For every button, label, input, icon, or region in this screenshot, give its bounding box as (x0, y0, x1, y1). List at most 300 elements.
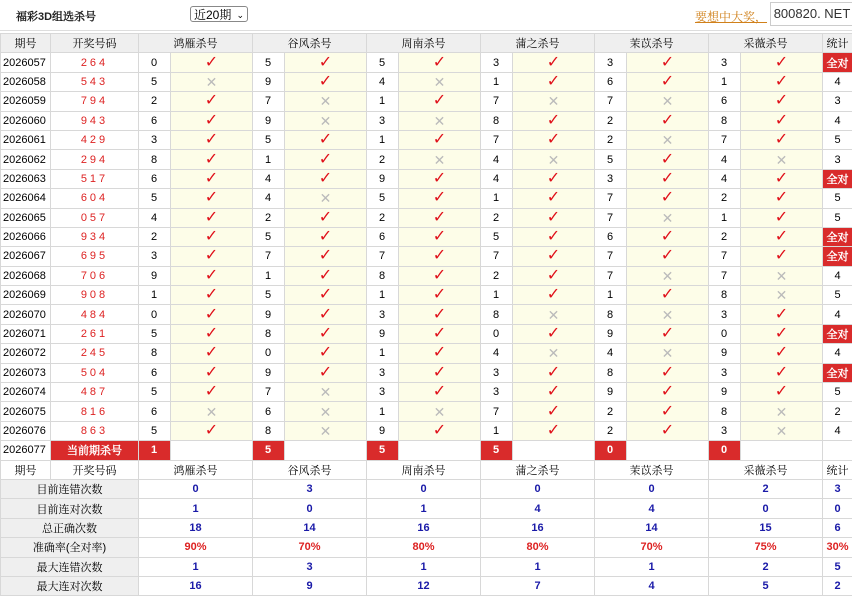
issue-cell: 2026061 (1, 130, 51, 149)
cross-icon: ✕ (627, 266, 709, 285)
current-blank-cell (627, 441, 709, 460)
open-number-cell: 695 (51, 247, 139, 266)
check-icon: ✓ (513, 383, 595, 402)
kill-number-cell: 6 (139, 169, 171, 188)
check-icon: ✓ (171, 324, 253, 343)
summary-value: 5 (709, 576, 823, 595)
kill-number-cell: 5 (139, 189, 171, 208)
check-icon: ✓ (741, 344, 823, 363)
check-icon: ✓ (171, 247, 253, 266)
open-number-cell: 261 (51, 324, 139, 343)
cross-icon: ✕ (285, 189, 367, 208)
kill-number-cell: 3 (367, 363, 399, 382)
check-icon: ✓ (285, 305, 367, 324)
cross-icon: ✕ (513, 92, 595, 111)
summary-row (1, 479, 852, 498)
check-icon: ✓ (285, 227, 367, 246)
kill-number-cell: 7 (367, 247, 399, 266)
kill-number-cell: 1 (253, 266, 285, 285)
check-icon: ✓ (171, 169, 253, 188)
kill-number-cell: 7 (595, 189, 627, 208)
open-number-cell: 934 (51, 227, 139, 246)
kill-number-cell: 1 (709, 72, 741, 91)
check-icon: ✓ (171, 189, 253, 208)
check-icon: ✓ (741, 305, 823, 324)
chevron-down-icon: ⌄ (236, 7, 244, 23)
issue-cell: 2026062 (1, 150, 51, 169)
col-stat: 统计 (823, 34, 852, 53)
ad-link[interactable]: 要想中大奖， (695, 8, 767, 25)
issue-cell: 2026068 (1, 266, 51, 285)
kill-number-cell: 3 (481, 363, 513, 382)
check-icon: ✓ (627, 363, 709, 382)
open-number-cell: 706 (51, 266, 139, 285)
summary-row (1, 557, 852, 576)
col-open: 开奖号码 (51, 34, 139, 53)
stat-cell: 4 (823, 344, 852, 363)
top-bar (0, 0, 852, 31)
cross-icon: ✕ (741, 402, 823, 421)
col-method: 周南杀号 (367, 460, 481, 479)
current-kill-cell: 0 (595, 441, 627, 460)
issue-cell: 2026066 (1, 227, 51, 246)
issue-cell: 2026067 (1, 247, 51, 266)
check-icon: ✓ (171, 363, 253, 382)
check-icon: ✓ (513, 169, 595, 188)
check-icon: ✓ (285, 324, 367, 343)
kill-number-cell: 3 (139, 130, 171, 149)
cross-icon: ✕ (741, 286, 823, 305)
stat-cell: 4 (823, 266, 852, 285)
summary-value: 4 (595, 499, 709, 518)
stat-cell: 4 (823, 72, 852, 91)
kill-number-cell: 7 (595, 92, 627, 111)
summary-value: 0 (367, 479, 481, 498)
kill-number-cell: 9 (253, 363, 285, 382)
kill-number-cell: 1 (481, 72, 513, 91)
issue-cell: 2026073 (1, 363, 51, 382)
check-icon: ✓ (285, 72, 367, 91)
open-number-cell: 517 (51, 169, 139, 188)
current-blank-cell (741, 441, 823, 460)
check-icon: ✓ (513, 208, 595, 227)
summary-label: 准确率(全对率) (1, 538, 139, 557)
table-row (1, 402, 852, 421)
open-number-cell: 604 (51, 189, 139, 208)
current-kill-cell: 5 (481, 441, 513, 460)
open-number-cell: 543 (51, 72, 139, 91)
cross-icon: ✕ (741, 266, 823, 285)
kill-number-cell: 0 (253, 344, 285, 363)
kill-number-cell: 7 (595, 247, 627, 266)
stat-cell: 全对 (823, 53, 852, 72)
kill-number-cell: 5 (253, 286, 285, 305)
kill-number-cell: 1 (367, 402, 399, 421)
summary-value: 9 (253, 576, 367, 595)
check-icon: ✓ (285, 169, 367, 188)
check-icon: ✓ (513, 53, 595, 72)
kill-number-cell: 4 (709, 150, 741, 169)
kill-number-cell: 7 (481, 402, 513, 421)
kill-number-cell: 8 (595, 305, 627, 324)
kill-number-cell: 2 (367, 150, 399, 169)
issue-cell: 2026074 (1, 383, 51, 402)
table-row (1, 92, 852, 111)
kill-number-cell: 8 (481, 305, 513, 324)
kill-number-cell: 2 (595, 402, 627, 421)
kill-number-cell: 3 (367, 305, 399, 324)
table-row (1, 383, 852, 402)
kill-number-cell: 4 (139, 208, 171, 227)
summary-value: 2 (709, 479, 823, 498)
kill-number-cell: 4 (253, 169, 285, 188)
period-select[interactable] (190, 6, 248, 22)
check-icon: ✓ (171, 92, 253, 111)
summary-value: 12 (367, 576, 481, 595)
open-number-cell: 484 (51, 305, 139, 324)
current-kill-cell: 5 (253, 441, 285, 460)
open-number-cell: 245 (51, 344, 139, 363)
kill-number-cell: 5 (253, 130, 285, 149)
kill-number-cell: 5 (367, 189, 399, 208)
kill-number-cell: 1 (481, 189, 513, 208)
check-icon: ✓ (513, 402, 595, 421)
col-method: 谷风杀号 (253, 34, 367, 53)
check-icon: ✓ (741, 92, 823, 111)
kill-number-cell: 3 (709, 305, 741, 324)
kill-number-cell: 7 (595, 266, 627, 285)
summary-value: 1 (367, 499, 481, 518)
check-icon: ✓ (285, 208, 367, 227)
stat-cell: 5 (823, 208, 852, 227)
col-method: 周南杀号 (367, 34, 481, 53)
check-icon: ✓ (627, 402, 709, 421)
summary-value: 16 (481, 518, 595, 537)
check-icon: ✓ (171, 208, 253, 227)
kill-number-cell: 1 (367, 344, 399, 363)
current-label-cell: 当前期杀号 (51, 441, 139, 460)
check-icon: ✓ (399, 363, 481, 382)
summary-label: 最大连错次数 (1, 557, 139, 576)
kill-number-cell: 6 (139, 111, 171, 130)
check-icon: ✓ (285, 266, 367, 285)
check-icon: ✓ (171, 111, 253, 130)
check-icon: ✓ (741, 247, 823, 266)
kill-number-cell: 9 (367, 169, 399, 188)
summary-value: 14 (595, 518, 709, 537)
kill-number-cell: 5 (253, 53, 285, 72)
kill-number-cell: 5 (595, 150, 627, 169)
issue-cell: 2026075 (1, 402, 51, 421)
stat-cell: 4 (823, 111, 852, 130)
check-icon: ✓ (627, 150, 709, 169)
stat-cell: 全对 (823, 324, 852, 343)
open-number-cell: 487 (51, 383, 139, 402)
check-icon: ✓ (627, 324, 709, 343)
cross-icon: ✕ (741, 421, 823, 440)
current-kill-cell: 1 (139, 441, 171, 460)
summary-value: 90% (139, 538, 253, 557)
summary-stat: 5 (823, 557, 852, 576)
cross-icon: ✕ (285, 402, 367, 421)
stat-cell: 全对 (823, 227, 852, 246)
check-icon: ✓ (399, 92, 481, 111)
cross-icon: ✕ (627, 130, 709, 149)
check-icon: ✓ (627, 169, 709, 188)
kill-number-cell: 9 (139, 266, 171, 285)
kill-number-cell: 5 (139, 72, 171, 91)
table-row (1, 227, 852, 246)
summary-value: 1 (595, 557, 709, 576)
cross-icon: ✕ (741, 150, 823, 169)
cross-icon: ✕ (285, 383, 367, 402)
kill-number-cell: 7 (709, 266, 741, 285)
kill-number-cell: 8 (139, 344, 171, 363)
kill-number-cell: 0 (481, 324, 513, 343)
kill-number-cell: 2 (595, 421, 627, 440)
summary-label: 最大连对次数 (1, 576, 139, 595)
summary-label: 目前连对次数 (1, 499, 139, 518)
kill-number-cell: 8 (595, 363, 627, 382)
check-icon: ✓ (399, 266, 481, 285)
cross-icon: ✕ (285, 92, 367, 111)
check-icon: ✓ (741, 72, 823, 91)
summary-value: 0 (139, 479, 253, 498)
kill-number-cell: 3 (709, 421, 741, 440)
kill-number-cell: 3 (139, 247, 171, 266)
kill-number-cell: 7 (481, 92, 513, 111)
check-icon: ✓ (285, 344, 367, 363)
cross-icon: ✕ (171, 402, 253, 421)
kill-number-cell: 1 (709, 208, 741, 227)
check-icon: ✓ (399, 305, 481, 324)
check-icon: ✓ (627, 189, 709, 208)
check-icon: ✓ (285, 363, 367, 382)
check-icon: ✓ (513, 286, 595, 305)
kill-number-cell: 4 (481, 169, 513, 188)
kill-number-cell: 2 (481, 266, 513, 285)
kill-number-cell: 1 (367, 286, 399, 305)
check-icon: ✓ (741, 227, 823, 246)
kill-number-cell: 3 (481, 53, 513, 72)
check-icon: ✓ (171, 383, 253, 402)
check-icon: ✓ (285, 286, 367, 305)
current-kill-cell: 5 (367, 441, 399, 460)
kill-number-cell: 3 (595, 53, 627, 72)
kill-number-cell: 8 (253, 421, 285, 440)
check-icon: ✓ (171, 53, 253, 72)
check-icon: ✓ (627, 227, 709, 246)
summary-value: 4 (481, 499, 595, 518)
kill-number-cell: 8 (253, 324, 285, 343)
summary-value: 4 (595, 576, 709, 595)
kill-number-cell: 1 (481, 421, 513, 440)
summary-value: 2 (709, 557, 823, 576)
col-method: 茉苡杀号 (595, 460, 709, 479)
kill-number-cell: 6 (139, 402, 171, 421)
stat-cell: 5 (823, 189, 852, 208)
current-blank-cell (285, 441, 367, 460)
kill-number-cell: 8 (709, 402, 741, 421)
issue-cell: 2026059 (1, 92, 51, 111)
summary-value: 0 (709, 499, 823, 518)
issue-cell: 2026064 (1, 189, 51, 208)
stat-cell: 3 (823, 150, 852, 169)
period-select-value: 近20期 (194, 8, 231, 22)
kill-number-cell: 1 (253, 150, 285, 169)
summary-value: 0 (253, 499, 367, 518)
cross-icon: ✕ (627, 344, 709, 363)
table-row (1, 150, 852, 169)
check-icon: ✓ (741, 169, 823, 188)
summary-value: 3 (253, 557, 367, 576)
check-icon: ✓ (513, 247, 595, 266)
kill-number-cell: 9 (595, 383, 627, 402)
check-icon: ✓ (741, 208, 823, 227)
kill-number-cell: 2 (139, 92, 171, 111)
table-row (1, 344, 852, 363)
check-icon: ✓ (627, 383, 709, 402)
table-header-row (1, 460, 852, 479)
check-icon: ✓ (627, 111, 709, 130)
check-icon: ✓ (741, 189, 823, 208)
check-icon: ✓ (513, 72, 595, 91)
current-blank-cell (399, 441, 481, 460)
stat-cell: 全对 (823, 247, 852, 266)
summary-value: 80% (481, 538, 595, 557)
kill-number-cell: 8 (709, 286, 741, 305)
kill-number-cell: 4 (253, 189, 285, 208)
table-row (1, 208, 852, 227)
check-icon: ✓ (741, 363, 823, 382)
issue-cell: 2026072 (1, 344, 51, 363)
summary-value: 0 (595, 479, 709, 498)
summary-value: 7 (481, 576, 595, 595)
check-icon: ✓ (171, 227, 253, 246)
check-icon: ✓ (513, 363, 595, 382)
kill-number-cell: 3 (709, 363, 741, 382)
table-row (1, 169, 852, 188)
kill-number-cell: 9 (367, 324, 399, 343)
issue-cell: 2026058 (1, 72, 51, 91)
col-stat: 统计 (823, 460, 852, 479)
kill-number-cell: 7 (709, 247, 741, 266)
col-method: 谷风杀号 (253, 460, 367, 479)
kill-number-cell: 4 (367, 72, 399, 91)
stat-cell: 5 (823, 383, 852, 402)
check-icon: ✓ (399, 344, 481, 363)
check-icon: ✓ (513, 266, 595, 285)
open-number-cell: 504 (51, 363, 139, 382)
issue-cell: 2026076 (1, 421, 51, 440)
kill-number-cell: 2 (481, 208, 513, 227)
issue-cell: 2026071 (1, 324, 51, 343)
summary-value: 1 (139, 557, 253, 576)
open-number-cell: 943 (51, 111, 139, 130)
table-row (1, 189, 852, 208)
table-row (1, 286, 852, 305)
kill-number-cell: 4 (481, 344, 513, 363)
summary-value: 80% (367, 538, 481, 557)
kill-number-cell: 7 (253, 92, 285, 111)
check-icon: ✓ (399, 247, 481, 266)
kill-number-cell: 6 (253, 402, 285, 421)
table-row (1, 305, 852, 324)
check-icon: ✓ (399, 286, 481, 305)
kill-number-cell: 5 (139, 421, 171, 440)
kill-number-cell: 1 (481, 286, 513, 305)
kill-number-cell: 8 (709, 111, 741, 130)
check-icon: ✓ (171, 421, 253, 440)
kill-number-cell: 6 (709, 92, 741, 111)
col-issue: 期号 (1, 34, 51, 53)
summary-stat: 3 (823, 479, 852, 498)
col-method: 采薇杀号 (709, 460, 823, 479)
open-number-cell: 264 (51, 53, 139, 72)
summary-value: 14 (253, 518, 367, 537)
kill-number-cell: 1 (595, 286, 627, 305)
issue-cell: 2026069 (1, 286, 51, 305)
kill-number-cell: 3 (367, 111, 399, 130)
kill-number-cell: 6 (139, 363, 171, 382)
current-stat-cell (823, 441, 852, 460)
kill-number-cell: 4 (595, 344, 627, 363)
summary-value: 1 (481, 557, 595, 576)
col-method: 蒲之杀号 (481, 34, 595, 53)
col-open: 开奖号码 (51, 460, 139, 479)
kill-number-cell: 1 (139, 286, 171, 305)
kill-number-cell: 8 (481, 111, 513, 130)
issue-cell: 2026070 (1, 305, 51, 324)
col-issue: 期号 (1, 460, 51, 479)
check-icon: ✓ (399, 189, 481, 208)
table-row (1, 421, 852, 440)
check-icon: ✓ (399, 53, 481, 72)
kill-number-cell: 1 (367, 92, 399, 111)
kill-number-cell: 2 (253, 208, 285, 227)
table-row (1, 130, 852, 149)
kill-number-cell: 3 (367, 383, 399, 402)
check-icon: ✓ (399, 324, 481, 343)
table-row (1, 266, 852, 285)
col-method: 鸿雁杀号 (139, 34, 253, 53)
open-number-cell: 294 (51, 150, 139, 169)
table-row (1, 247, 852, 266)
kill-number-cell: 5 (367, 53, 399, 72)
check-icon: ✓ (399, 227, 481, 246)
kill-number-cell: 3 (709, 53, 741, 72)
kill-number-cell: 9 (253, 111, 285, 130)
check-icon: ✓ (513, 130, 595, 149)
issue-cell: 2026060 (1, 111, 51, 130)
check-icon: ✓ (513, 227, 595, 246)
table-row (1, 111, 852, 130)
kill-number-cell: 9 (709, 383, 741, 402)
current-blank-cell (171, 441, 253, 460)
check-icon: ✓ (171, 150, 253, 169)
open-number-cell: 794 (51, 92, 139, 111)
summary-value: 70% (595, 538, 709, 557)
check-icon: ✓ (285, 130, 367, 149)
kill-number-cell: 7 (253, 247, 285, 266)
check-icon: ✓ (627, 247, 709, 266)
col-method: 鸿雁杀号 (139, 460, 253, 479)
kill-number-cell: 2 (595, 130, 627, 149)
issue-cell: 2026063 (1, 169, 51, 188)
kill-number-cell: 7 (481, 130, 513, 149)
check-icon: ✓ (171, 344, 253, 363)
check-icon: ✓ (399, 421, 481, 440)
